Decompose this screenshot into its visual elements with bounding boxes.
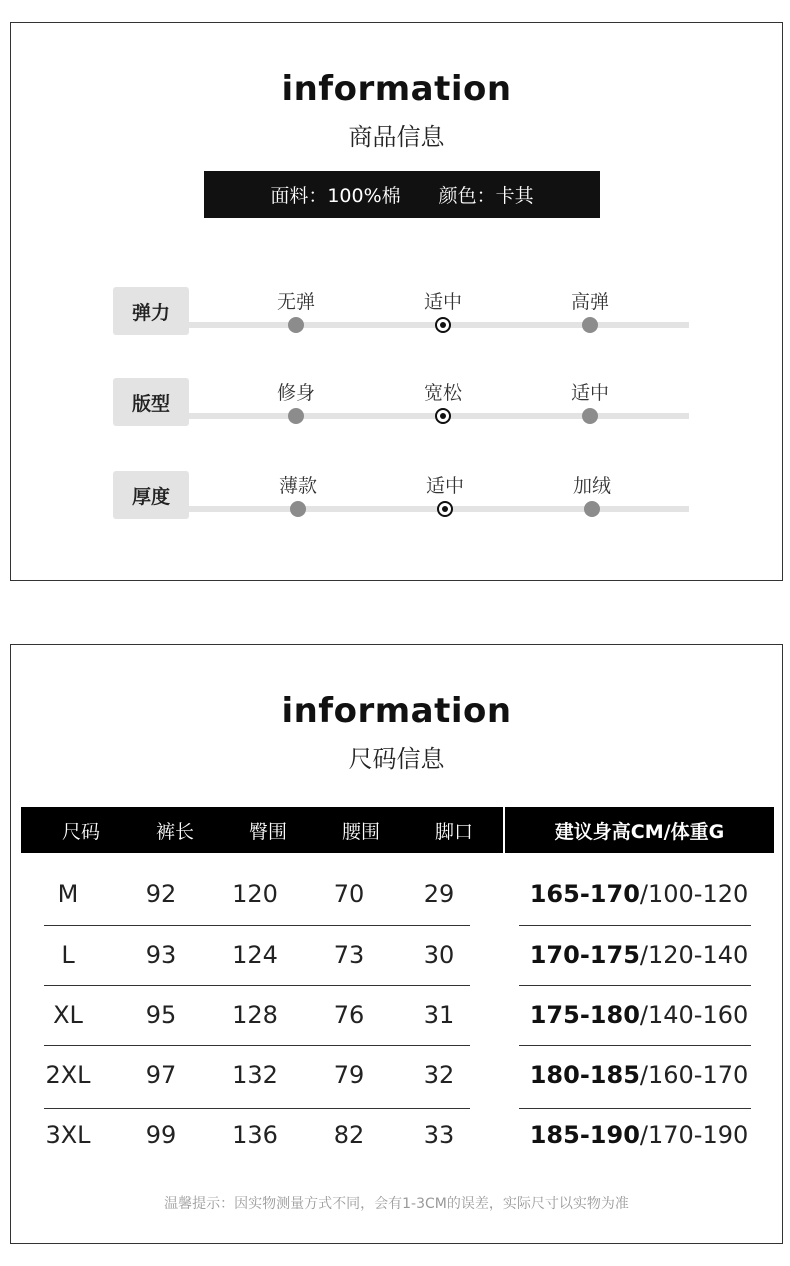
height-range: 170-175	[529, 941, 640, 969]
cell-hem: 31	[423, 1001, 455, 1029]
attribute-dot-selected	[437, 501, 453, 517]
attribute-dot	[290, 501, 306, 517]
size-info-heading-cn: 尺码信息	[348, 745, 445, 773]
attribute-row-fit	[11, 378, 782, 438]
height-range: 180-185	[529, 1061, 640, 1089]
size-info-panel	[10, 644, 783, 1244]
weight-range: /160-170	[639, 1061, 749, 1089]
recommend-header	[505, 807, 774, 853]
size-info-heading-en: information	[281, 691, 512, 731]
cell-hem: 33	[423, 1121, 455, 1149]
cell-size: M	[57, 880, 79, 908]
cell-size: 3XL	[45, 1121, 91, 1149]
cell-hip: 132	[232, 1061, 278, 1089]
table-row	[11, 864, 782, 924]
product-info-heading-en: information	[281, 69, 512, 109]
attribute-dot	[584, 501, 600, 517]
cell-waist: 76	[333, 1001, 365, 1029]
attribute-dot	[582, 317, 598, 333]
attribute-option: 高弹	[570, 291, 609, 313]
height-range: 185-190	[529, 1121, 640, 1149]
product-info-heading-cn: 商品信息	[348, 123, 445, 151]
attribute-dot-selected	[435, 408, 451, 424]
cell-length: 93	[145, 941, 177, 969]
attribute-row-thickness	[11, 471, 782, 531]
color-text: 颜色：卡其	[438, 185, 534, 207]
weight-range: /120-140	[639, 941, 749, 969]
header-hip: 臀围	[248, 820, 287, 843]
attribute-dot-selected	[435, 317, 451, 333]
cell-size: XL	[53, 1001, 83, 1029]
measurement-note: 温馨提示：因实物测量方式不同，会有1-3CM的误差，实际尺寸以实物为准	[164, 1196, 629, 1212]
cell-waist: 70	[333, 880, 365, 908]
size-table-header	[21, 807, 503, 853]
cell-length: 95	[145, 1001, 177, 1029]
cell-recommend	[519, 985, 759, 1045]
attribute-dot	[582, 408, 598, 424]
attribute-option: 适中	[425, 475, 464, 497]
attribute-label: 厚度	[113, 471, 189, 519]
header-length: 裤长	[155, 820, 194, 843]
header-waist: 腰围	[341, 820, 380, 843]
cell-hem: 30	[423, 941, 455, 969]
product-info-panel	[10, 22, 783, 581]
attribute-option: 薄款	[278, 475, 317, 497]
attribute-option: 无弹	[276, 291, 315, 313]
cell-recommend	[519, 1105, 759, 1165]
cell-recommend	[519, 925, 759, 985]
weight-range: /100-120	[639, 880, 749, 908]
cell-hip: 120	[232, 880, 278, 908]
attribute-row-elasticity	[11, 287, 782, 347]
cell-size: 2XL	[45, 1061, 91, 1089]
cell-hip: 128	[232, 1001, 278, 1029]
cell-hip: 136	[232, 1121, 278, 1149]
attribute-option: 修身	[276, 382, 315, 404]
attribute-dot	[288, 317, 304, 333]
attribute-option: 加绒	[572, 475, 611, 497]
table-row	[11, 925, 782, 985]
cell-length: 97	[145, 1061, 177, 1089]
attribute-option: 宽松	[423, 382, 462, 404]
cell-waist: 73	[333, 941, 365, 969]
cell-size: L	[61, 941, 75, 969]
fabric-text: 面料：100%棉	[270, 185, 401, 207]
table-row	[11, 985, 782, 1045]
header-size: 尺码	[61, 820, 100, 843]
fabric-color-bar	[204, 171, 600, 218]
cell-hem: 29	[423, 880, 455, 908]
table-row	[11, 1105, 782, 1165]
height-range: 165-170	[529, 880, 640, 908]
weight-range: /140-160	[639, 1001, 749, 1029]
header-recommend: 建议身高CM/体重G	[554, 820, 725, 843]
cell-waist: 79	[333, 1061, 365, 1089]
cell-length: 92	[145, 880, 177, 908]
attribute-label: 版型	[113, 378, 189, 426]
attribute-option: 适中	[423, 291, 462, 313]
cell-recommend	[519, 1045, 759, 1105]
header-hem: 脚口	[434, 820, 473, 843]
cell-hip: 124	[232, 941, 278, 969]
attribute-dot	[288, 408, 304, 424]
height-range: 175-180	[529, 1001, 640, 1029]
cell-recommend	[519, 864, 759, 924]
cell-waist: 82	[333, 1121, 365, 1149]
cell-length: 99	[145, 1121, 177, 1149]
weight-range: /170-190	[639, 1121, 749, 1149]
cell-hem: 32	[423, 1061, 455, 1089]
attribute-option: 适中	[570, 382, 609, 404]
table-row	[11, 1045, 782, 1105]
attribute-label: 弹力	[113, 287, 189, 335]
